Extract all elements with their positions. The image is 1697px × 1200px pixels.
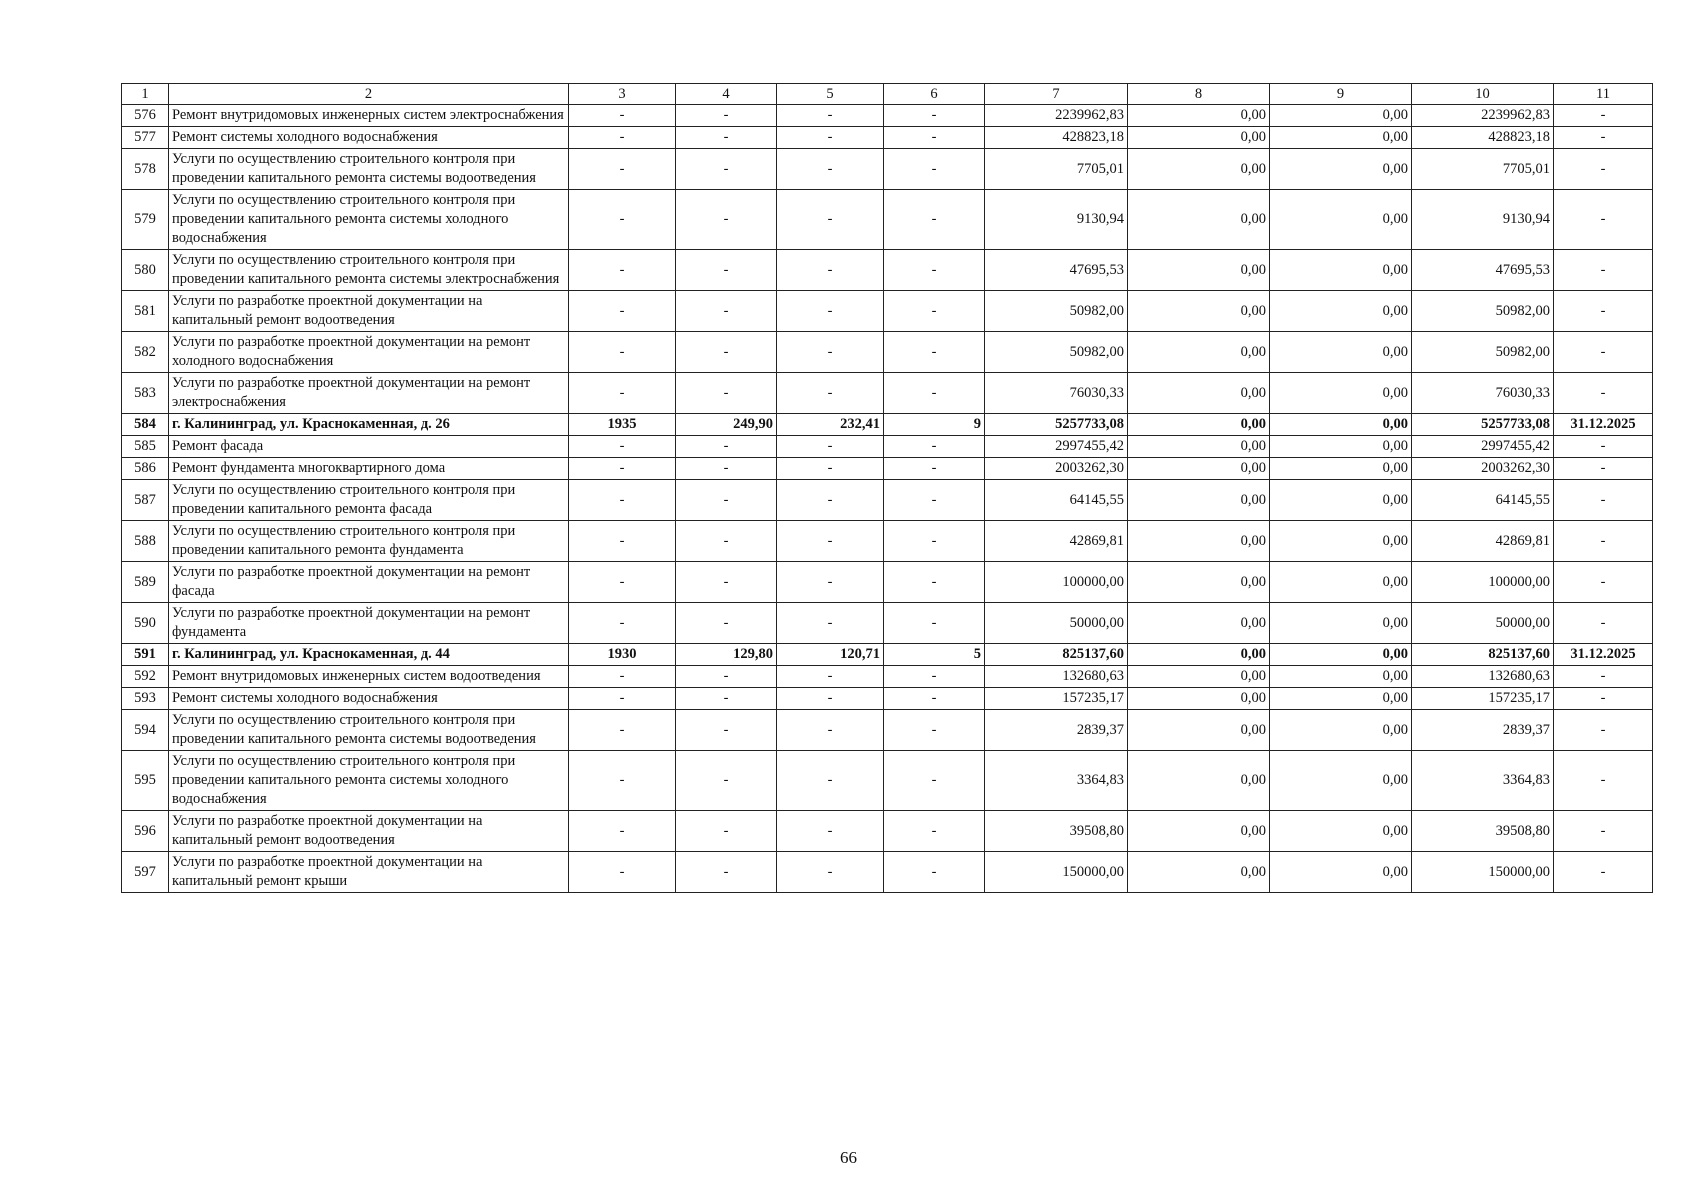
cell-col6: 5 bbox=[884, 644, 985, 666]
cell-col6: - bbox=[884, 458, 985, 480]
cell-col8: 0,00 bbox=[1128, 250, 1270, 291]
work-name: Ремонт фасада bbox=[169, 436, 569, 458]
row-number: 597 bbox=[122, 852, 169, 893]
cell-col5: - bbox=[777, 852, 884, 893]
cell-col11: - bbox=[1554, 521, 1653, 562]
cell-col10: 7705,01 bbox=[1412, 149, 1554, 190]
cell-col11: - bbox=[1554, 291, 1653, 332]
cell-col11: - bbox=[1554, 190, 1653, 250]
cell-col10: 50000,00 bbox=[1412, 603, 1554, 644]
cell-col5: - bbox=[777, 480, 884, 521]
cell-col9: 0,00 bbox=[1270, 127, 1412, 149]
cell-col9: 0,00 bbox=[1270, 562, 1412, 603]
cell-col6: - bbox=[884, 603, 985, 644]
cell-col8: 0,00 bbox=[1128, 666, 1270, 688]
cell-col11: - bbox=[1554, 710, 1653, 751]
cell-col10: 150000,00 bbox=[1412, 852, 1554, 893]
cell-col3: - bbox=[569, 436, 676, 458]
cell-col3: - bbox=[569, 562, 676, 603]
cell-col8: 0,00 bbox=[1128, 458, 1270, 480]
cell-col5: - bbox=[777, 436, 884, 458]
cell-col3: 1935 bbox=[569, 414, 676, 436]
header-row bbox=[122, 84, 1653, 105]
cell-col5: - bbox=[777, 688, 884, 710]
cell-col10: 3364,83 bbox=[1412, 751, 1554, 811]
work-name: г. Калининград, ул. Краснокаменная, д. 44 bbox=[169, 644, 569, 666]
cell-col4: 249,90 bbox=[676, 414, 777, 436]
cell-col5: - bbox=[777, 291, 884, 332]
cell-col9: 0,00 bbox=[1270, 458, 1412, 480]
cell-col6: - bbox=[884, 710, 985, 751]
work-name: Услуги по осуществлению строительного контроля при проведении капитального ремонта фасада bbox=[169, 480, 569, 521]
cell-col11: - bbox=[1554, 603, 1653, 644]
row-number: 590 bbox=[122, 603, 169, 644]
table-row bbox=[122, 291, 1653, 332]
cell-col3: - bbox=[569, 751, 676, 811]
work-name: Ремонт фундамента многоквартирного дома bbox=[169, 458, 569, 480]
cell-col10: 76030,33 bbox=[1412, 373, 1554, 414]
cell-col9: 0,00 bbox=[1270, 250, 1412, 291]
column-header: 10 bbox=[1412, 84, 1554, 105]
row-number: 576 bbox=[122, 105, 169, 127]
table-row bbox=[122, 127, 1653, 149]
row-number: 589 bbox=[122, 562, 169, 603]
cell-col4: - bbox=[676, 688, 777, 710]
cell-col7: 50982,00 bbox=[985, 291, 1128, 332]
cell-col5: - bbox=[777, 811, 884, 852]
cell-col9: 0,00 bbox=[1270, 190, 1412, 250]
cell-col7: 5257733,08 bbox=[985, 414, 1128, 436]
cell-col3: - bbox=[569, 710, 676, 751]
cell-col9: 0,00 bbox=[1270, 480, 1412, 521]
cell-col5: - bbox=[777, 751, 884, 811]
cell-col9: 0,00 bbox=[1270, 688, 1412, 710]
cell-col9: 0,00 bbox=[1270, 811, 1412, 852]
cell-col6: - bbox=[884, 688, 985, 710]
cell-col7: 64145,55 bbox=[985, 480, 1128, 521]
cell-col8: 0,00 bbox=[1128, 332, 1270, 373]
cell-col6: - bbox=[884, 666, 985, 688]
table-row bbox=[122, 811, 1653, 852]
cell-col5: - bbox=[777, 250, 884, 291]
cell-col5: - bbox=[777, 666, 884, 688]
cell-col8: 0,00 bbox=[1128, 480, 1270, 521]
work-name: Услуги по разработке проектной документации на ремонт электроснабжения bbox=[169, 373, 569, 414]
cell-col8: 0,00 bbox=[1128, 291, 1270, 332]
cell-col4: - bbox=[676, 436, 777, 458]
cell-col7: 132680,63 bbox=[985, 666, 1128, 688]
cell-col5: - bbox=[777, 190, 884, 250]
cell-col4: - bbox=[676, 190, 777, 250]
cell-col3: - bbox=[569, 458, 676, 480]
cell-col7: 2997455,42 bbox=[985, 436, 1128, 458]
cell-col5: - bbox=[777, 603, 884, 644]
cell-col10: 50982,00 bbox=[1412, 332, 1554, 373]
cell-col3: - bbox=[569, 373, 676, 414]
cell-col3: - bbox=[569, 480, 676, 521]
table-row bbox=[122, 852, 1653, 893]
cell-col7: 50982,00 bbox=[985, 332, 1128, 373]
column-header: 2 bbox=[169, 84, 569, 105]
cell-col4: - bbox=[676, 458, 777, 480]
cell-col10: 50982,00 bbox=[1412, 291, 1554, 332]
row-number: 592 bbox=[122, 666, 169, 688]
row-number: 580 bbox=[122, 250, 169, 291]
cell-col5: 120,71 bbox=[777, 644, 884, 666]
cell-col4: - bbox=[676, 603, 777, 644]
cell-col11: - bbox=[1554, 480, 1653, 521]
cell-col6: - bbox=[884, 149, 985, 190]
cell-col10: 132680,63 bbox=[1412, 666, 1554, 688]
cell-col3: - bbox=[569, 291, 676, 332]
cell-col8: 0,00 bbox=[1128, 414, 1270, 436]
cell-col11: - bbox=[1554, 751, 1653, 811]
cell-col6: - bbox=[884, 373, 985, 414]
cell-col5: - bbox=[777, 373, 884, 414]
table-row bbox=[122, 190, 1653, 250]
work-name: Ремонт системы холодного водоснабжения bbox=[169, 127, 569, 149]
cell-col5: - bbox=[777, 332, 884, 373]
cell-col8: 0,00 bbox=[1128, 751, 1270, 811]
cell-col10: 825137,60 bbox=[1412, 644, 1554, 666]
cell-col11: - bbox=[1554, 332, 1653, 373]
work-name: Услуги по осуществлению строительного контроля при проведении капитального ремонта системы водоотведения bbox=[169, 149, 569, 190]
work-name: г. Калининград, ул. Краснокаменная, д. 26 bbox=[169, 414, 569, 436]
cell-col6: - bbox=[884, 250, 985, 291]
cell-col6: - bbox=[884, 521, 985, 562]
cell-col7: 100000,00 bbox=[985, 562, 1128, 603]
work-name: Услуги по осуществлению строительного контроля при проведении капитального ремонта системы холодного водоснабжения bbox=[169, 190, 569, 250]
cell-col4: - bbox=[676, 710, 777, 751]
cell-col3: - bbox=[569, 105, 676, 127]
table-row bbox=[122, 332, 1653, 373]
cell-col4: - bbox=[676, 666, 777, 688]
cell-col3: - bbox=[569, 666, 676, 688]
cell-col4: - bbox=[676, 105, 777, 127]
row-number: 581 bbox=[122, 291, 169, 332]
cell-col6: - bbox=[884, 436, 985, 458]
table-row bbox=[122, 414, 1653, 436]
cell-col10: 5257733,08 bbox=[1412, 414, 1554, 436]
cell-col5: - bbox=[777, 127, 884, 149]
cell-col8: 0,00 bbox=[1128, 811, 1270, 852]
cell-col9: 0,00 bbox=[1270, 603, 1412, 644]
table-row bbox=[122, 436, 1653, 458]
column-header: 6 bbox=[884, 84, 985, 105]
cell-col8: 0,00 bbox=[1128, 852, 1270, 893]
row-number: 591 bbox=[122, 644, 169, 666]
work-name: Ремонт внутридомовых инженерных систем электроснабжения bbox=[169, 105, 569, 127]
cell-col5: - bbox=[777, 458, 884, 480]
cell-col3: - bbox=[569, 603, 676, 644]
cell-col10: 9130,94 bbox=[1412, 190, 1554, 250]
cell-col5: - bbox=[777, 710, 884, 751]
cell-col7: 50000,00 bbox=[985, 603, 1128, 644]
cell-col7: 2239962,83 bbox=[985, 105, 1128, 127]
cell-col7: 157235,17 bbox=[985, 688, 1128, 710]
cell-col9: 0,00 bbox=[1270, 414, 1412, 436]
cell-col11: - bbox=[1554, 250, 1653, 291]
cell-col9: 0,00 bbox=[1270, 644, 1412, 666]
cell-col11: - bbox=[1554, 127, 1653, 149]
column-header: 4 bbox=[676, 84, 777, 105]
cell-col3: 1930 bbox=[569, 644, 676, 666]
program-table bbox=[121, 83, 1653, 893]
cell-col8: 0,00 bbox=[1128, 373, 1270, 414]
cell-col3: - bbox=[569, 190, 676, 250]
cell-col3: - bbox=[569, 811, 676, 852]
cell-col7: 825137,60 bbox=[985, 644, 1128, 666]
column-header: 3 bbox=[569, 84, 676, 105]
cell-col7: 42869,81 bbox=[985, 521, 1128, 562]
cell-col10: 47695,53 bbox=[1412, 250, 1554, 291]
row-number: 596 bbox=[122, 811, 169, 852]
table-row bbox=[122, 644, 1653, 666]
cell-col8: 0,00 bbox=[1128, 436, 1270, 458]
cell-col7: 2839,37 bbox=[985, 710, 1128, 751]
page-number: 66 bbox=[840, 1148, 857, 1167]
cell-col8: 0,00 bbox=[1128, 105, 1270, 127]
column-header: 5 bbox=[777, 84, 884, 105]
cell-col11: - bbox=[1554, 852, 1653, 893]
table-row bbox=[122, 250, 1653, 291]
row-number: 577 bbox=[122, 127, 169, 149]
cell-col11: - bbox=[1554, 562, 1653, 603]
column-header: 7 bbox=[985, 84, 1128, 105]
cell-col9: 0,00 bbox=[1270, 521, 1412, 562]
table-row bbox=[122, 105, 1653, 127]
cell-col5: 232,41 bbox=[777, 414, 884, 436]
cell-col7: 3364,83 bbox=[985, 751, 1128, 811]
cell-col7: 76030,33 bbox=[985, 373, 1128, 414]
cell-col9: 0,00 bbox=[1270, 852, 1412, 893]
cell-col9: 0,00 bbox=[1270, 291, 1412, 332]
table-row bbox=[122, 688, 1653, 710]
cell-col10: 42869,81 bbox=[1412, 521, 1554, 562]
cell-col8: 0,00 bbox=[1128, 644, 1270, 666]
cell-col6: - bbox=[884, 751, 985, 811]
cell-col10: 2003262,30 bbox=[1412, 458, 1554, 480]
work-name: Ремонт системы холодного водоснабжения bbox=[169, 688, 569, 710]
cell-col4: - bbox=[676, 852, 777, 893]
cell-col5: - bbox=[777, 149, 884, 190]
table-row bbox=[122, 521, 1653, 562]
row-number: 595 bbox=[122, 751, 169, 811]
cell-col8: 0,00 bbox=[1128, 688, 1270, 710]
cell-col9: 0,00 bbox=[1270, 751, 1412, 811]
column-header: 1 bbox=[122, 84, 169, 105]
cell-col8: 0,00 bbox=[1128, 562, 1270, 603]
cell-col4: - bbox=[676, 250, 777, 291]
cell-col11: - bbox=[1554, 436, 1653, 458]
cell-col9: 0,00 bbox=[1270, 666, 1412, 688]
cell-col8: 0,00 bbox=[1128, 149, 1270, 190]
cell-col6: - bbox=[884, 562, 985, 603]
work-name: Услуги по разработке проектной документации на ремонт фасада bbox=[169, 562, 569, 603]
cell-col7: 39508,80 bbox=[985, 811, 1128, 852]
cell-col4: - bbox=[676, 149, 777, 190]
cell-col3: - bbox=[569, 852, 676, 893]
cell-col7: 47695,53 bbox=[985, 250, 1128, 291]
table-row bbox=[122, 373, 1653, 414]
cell-col3: - bbox=[569, 688, 676, 710]
row-number: 585 bbox=[122, 436, 169, 458]
cell-col11: 31.12.2025 bbox=[1554, 644, 1653, 666]
table-row bbox=[122, 666, 1653, 688]
table-row bbox=[122, 562, 1653, 603]
cell-col11: - bbox=[1554, 811, 1653, 852]
cell-col9: 0,00 bbox=[1270, 436, 1412, 458]
cell-col7: 7705,01 bbox=[985, 149, 1128, 190]
cell-col11: - bbox=[1554, 458, 1653, 480]
cell-col8: 0,00 bbox=[1128, 190, 1270, 250]
work-name: Услуги по осуществлению строительного контроля при проведении капитального ремонта системы холодного водоснабжения bbox=[169, 751, 569, 811]
cell-col9: 0,00 bbox=[1270, 710, 1412, 751]
work-name: Услуги по осуществлению строительного контроля при проведении капитального ремонта фундамента bbox=[169, 521, 569, 562]
cell-col10: 2997455,42 bbox=[1412, 436, 1554, 458]
cell-col10: 2239962,83 bbox=[1412, 105, 1554, 127]
cell-col5: - bbox=[777, 105, 884, 127]
cell-col8: 0,00 bbox=[1128, 710, 1270, 751]
column-header: 8 bbox=[1128, 84, 1270, 105]
cell-col4: - bbox=[676, 751, 777, 811]
cell-col3: - bbox=[569, 332, 676, 373]
cell-col10: 100000,00 bbox=[1412, 562, 1554, 603]
cell-col4: - bbox=[676, 521, 777, 562]
cell-col4: - bbox=[676, 562, 777, 603]
cell-col10: 157235,17 bbox=[1412, 688, 1554, 710]
cell-col7: 150000,00 bbox=[985, 852, 1128, 893]
cell-col11: - bbox=[1554, 149, 1653, 190]
column-header: 11 bbox=[1554, 84, 1653, 105]
cell-col8: 0,00 bbox=[1128, 127, 1270, 149]
column-header: 9 bbox=[1270, 84, 1412, 105]
cell-col10: 64145,55 bbox=[1412, 480, 1554, 521]
cell-col7: 9130,94 bbox=[985, 190, 1128, 250]
work-name: Услуги по разработке проектной документации на капитальный ремонт водоотведения bbox=[169, 291, 569, 332]
row-number: 584 bbox=[122, 414, 169, 436]
cell-col9: 0,00 bbox=[1270, 332, 1412, 373]
work-name: Услуги по разработке проектной документации на капитальный ремонт водоотведения bbox=[169, 811, 569, 852]
cell-col3: - bbox=[569, 250, 676, 291]
row-number: 587 bbox=[122, 480, 169, 521]
row-number: 593 bbox=[122, 688, 169, 710]
work-name: Услуги по осуществлению строительного контроля при проведении капитального ремонта системы электроснабжения bbox=[169, 250, 569, 291]
cell-col8: 0,00 bbox=[1128, 603, 1270, 644]
cell-col11: - bbox=[1554, 373, 1653, 414]
row-number: 578 bbox=[122, 149, 169, 190]
cell-col11: - bbox=[1554, 105, 1653, 127]
cell-col10: 39508,80 bbox=[1412, 811, 1554, 852]
table-row bbox=[122, 458, 1653, 480]
row-number: 586 bbox=[122, 458, 169, 480]
cell-col4: - bbox=[676, 811, 777, 852]
row-number: 582 bbox=[122, 332, 169, 373]
cell-col6: - bbox=[884, 105, 985, 127]
cell-col11: 31.12.2025 bbox=[1554, 414, 1653, 436]
cell-col8: 0,00 bbox=[1128, 521, 1270, 562]
cell-col4: - bbox=[676, 332, 777, 373]
cell-col4: 129,80 bbox=[676, 644, 777, 666]
cell-col3: - bbox=[569, 149, 676, 190]
cell-col4: - bbox=[676, 373, 777, 414]
cell-col7: 428823,18 bbox=[985, 127, 1128, 149]
row-number: 594 bbox=[122, 710, 169, 751]
table-row bbox=[122, 149, 1653, 190]
cell-col6: - bbox=[884, 852, 985, 893]
cell-col3: - bbox=[569, 521, 676, 562]
work-name: Услуги по осуществлению строительного контроля при проведении капитального ремонта системы водоотведения bbox=[169, 710, 569, 751]
cell-col4: - bbox=[676, 127, 777, 149]
cell-col6: - bbox=[884, 811, 985, 852]
row-number: 583 bbox=[122, 373, 169, 414]
cell-col6: - bbox=[884, 480, 985, 521]
table-row bbox=[122, 603, 1653, 644]
cell-col6: - bbox=[884, 332, 985, 373]
row-number: 579 bbox=[122, 190, 169, 250]
cell-col10: 428823,18 bbox=[1412, 127, 1554, 149]
work-name: Ремонт внутридомовых инженерных систем водоотведения bbox=[169, 666, 569, 688]
cell-col6: - bbox=[884, 291, 985, 332]
work-name: Услуги по разработке проектной документации на ремонт холодного водоснабжения bbox=[169, 332, 569, 373]
table-row bbox=[122, 751, 1653, 811]
cell-col7: 2003262,30 bbox=[985, 458, 1128, 480]
cell-col11: - bbox=[1554, 666, 1653, 688]
cell-col9: 0,00 bbox=[1270, 105, 1412, 127]
cell-col9: 0,00 bbox=[1270, 373, 1412, 414]
cell-col6: - bbox=[884, 127, 985, 149]
cell-col3: - bbox=[569, 127, 676, 149]
work-name: Услуги по разработке проектной документации на ремонт фундамента bbox=[169, 603, 569, 644]
cell-col5: - bbox=[777, 521, 884, 562]
cell-col4: - bbox=[676, 291, 777, 332]
table-row bbox=[122, 710, 1653, 751]
cell-col4: - bbox=[676, 480, 777, 521]
work-name: Услуги по разработке проектной документации на капитальный ремонт крыши bbox=[169, 852, 569, 893]
cell-col5: - bbox=[777, 562, 884, 603]
cell-col6: - bbox=[884, 190, 985, 250]
cell-col9: 0,00 bbox=[1270, 149, 1412, 190]
cell-col11: - bbox=[1554, 688, 1653, 710]
row-number: 588 bbox=[122, 521, 169, 562]
cell-col10: 2839,37 bbox=[1412, 710, 1554, 751]
cell-col6: 9 bbox=[884, 414, 985, 436]
table-row bbox=[122, 480, 1653, 521]
